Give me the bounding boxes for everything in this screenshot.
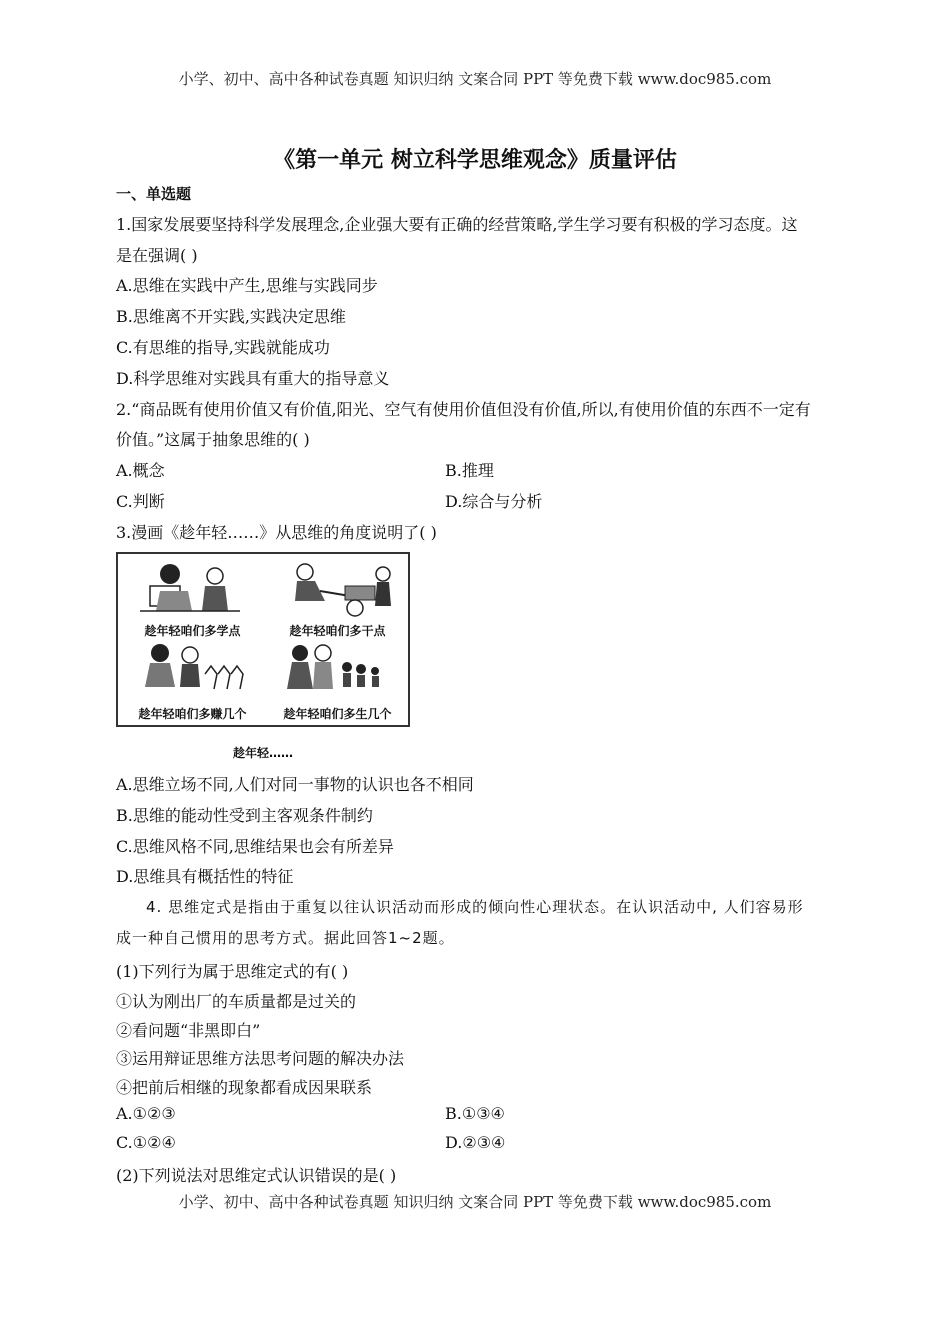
q2-stem-line2: 价值。”这属于抽象思维的( ) bbox=[116, 430, 310, 449]
q3-stem: 3.漫画《趁年轻……》从思维的角度说明了( ) bbox=[116, 523, 437, 542]
comic-caption-1: 趁年轻咱们多学点 bbox=[144, 624, 241, 638]
q1-stem-line2: 是在强调( ) bbox=[116, 246, 198, 265]
comic-panel-study bbox=[120, 556, 265, 641]
comic-caption-3: 趁年轻咱们多赚几个 bbox=[138, 707, 247, 721]
q3-option-a: A.思维立场不同,人们对同一事物的认识也各不相同 bbox=[116, 775, 474, 794]
q4-sub1-option-b: B.①③④ bbox=[445, 1104, 505, 1123]
q1-option-d: D.科学思维对实践具有重大的指导意义 bbox=[116, 369, 390, 388]
q4-stem-line1: 4. 思维定式是指由于重复以往认识活动而形成的倾向性心理状态。在认识活动中, 人们容易形 bbox=[146, 898, 804, 916]
q4-sub1-option-d: D.②③④ bbox=[445, 1133, 506, 1152]
q4-sub1-item-1: ①认为刚出厂的车质量都是过关的 bbox=[116, 992, 357, 1011]
q1-option-c: C.有思维的指导,实践就能成功 bbox=[116, 338, 330, 357]
q3-option-c: C.思维风格不同,思维结果也会有所差异 bbox=[116, 837, 394, 856]
q3-option-b: B.思维的能动性受到主客观条件制约 bbox=[116, 806, 373, 825]
q4-sub1-option-a: A.①②③ bbox=[116, 1104, 176, 1123]
q4-sub1-option-c: C.①②④ bbox=[116, 1133, 176, 1152]
q1-stem-line1: 1.国家发展要坚持科学发展理念,企业强大要有正确的经营策略,学生学习要有积极的学习态度。这 bbox=[116, 215, 798, 234]
comic-caption-2: 趁年轻咱们多干点 bbox=[289, 624, 386, 638]
q4-sub2-stem: (2)下列说法对思维定式认识错误的是( ) bbox=[116, 1166, 397, 1185]
q2-option-a: A.概念 bbox=[116, 461, 165, 480]
q4-sub1-item-4: ④把前后相继的现象都看成因果联系 bbox=[116, 1078, 373, 1097]
page-title: 《第一单元 树立科学思维观念》质量评估 bbox=[273, 148, 677, 173]
comic-title: 趁年轻…… bbox=[232, 746, 293, 760]
q4-sub1-item-3: ③运用辩证思维方法思考问题的解决办法 bbox=[116, 1049, 405, 1068]
q2-option-d: D.综合与分析 bbox=[445, 492, 543, 511]
comic-panel-work bbox=[265, 556, 410, 641]
q2-option-c: C.判断 bbox=[116, 492, 165, 511]
section-heading: 一、单选题 bbox=[116, 185, 192, 203]
comic-panel-earn bbox=[120, 639, 265, 724]
q2-stem-line1: 2.“商品既有使用价值又有价值,阳光、空气有使用价值但没有价值,所以,有使用价值的东西不一定有 bbox=[116, 400, 811, 419]
q3-option-d: D.思维具有概括性的特征 bbox=[116, 867, 294, 886]
q4-sub1-stem: (1)下列行为属于思维定式的有( ) bbox=[116, 962, 349, 981]
q1-option-a: A.思维在实践中产生,思维与实践同步 bbox=[116, 276, 378, 295]
q4-stem-line2: 成一种自己惯用的思考方式。据此回答1~2题。 bbox=[116, 929, 455, 947]
page-header: 小学、初中、高中各种试卷真题 知识归纳 文案合同 PPT 等免费下载 www.doc985.com bbox=[178, 70, 772, 88]
q4-sub1-item-2: ②看问题“非黑即白” bbox=[116, 1021, 261, 1040]
q1-option-b: B.思维离不开实践,实践决定思维 bbox=[116, 307, 346, 326]
comic-image bbox=[116, 552, 410, 727]
comic-caption-4: 趁年轻咱们多生几个 bbox=[283, 707, 392, 721]
q2-option-b: B.推理 bbox=[445, 461, 494, 480]
comic-panel-children bbox=[265, 639, 410, 724]
page-footer: 小学、初中、高中各种试卷真题 知识归纳 文案合同 PPT 等免费下载 www.doc985.com bbox=[178, 1193, 772, 1211]
